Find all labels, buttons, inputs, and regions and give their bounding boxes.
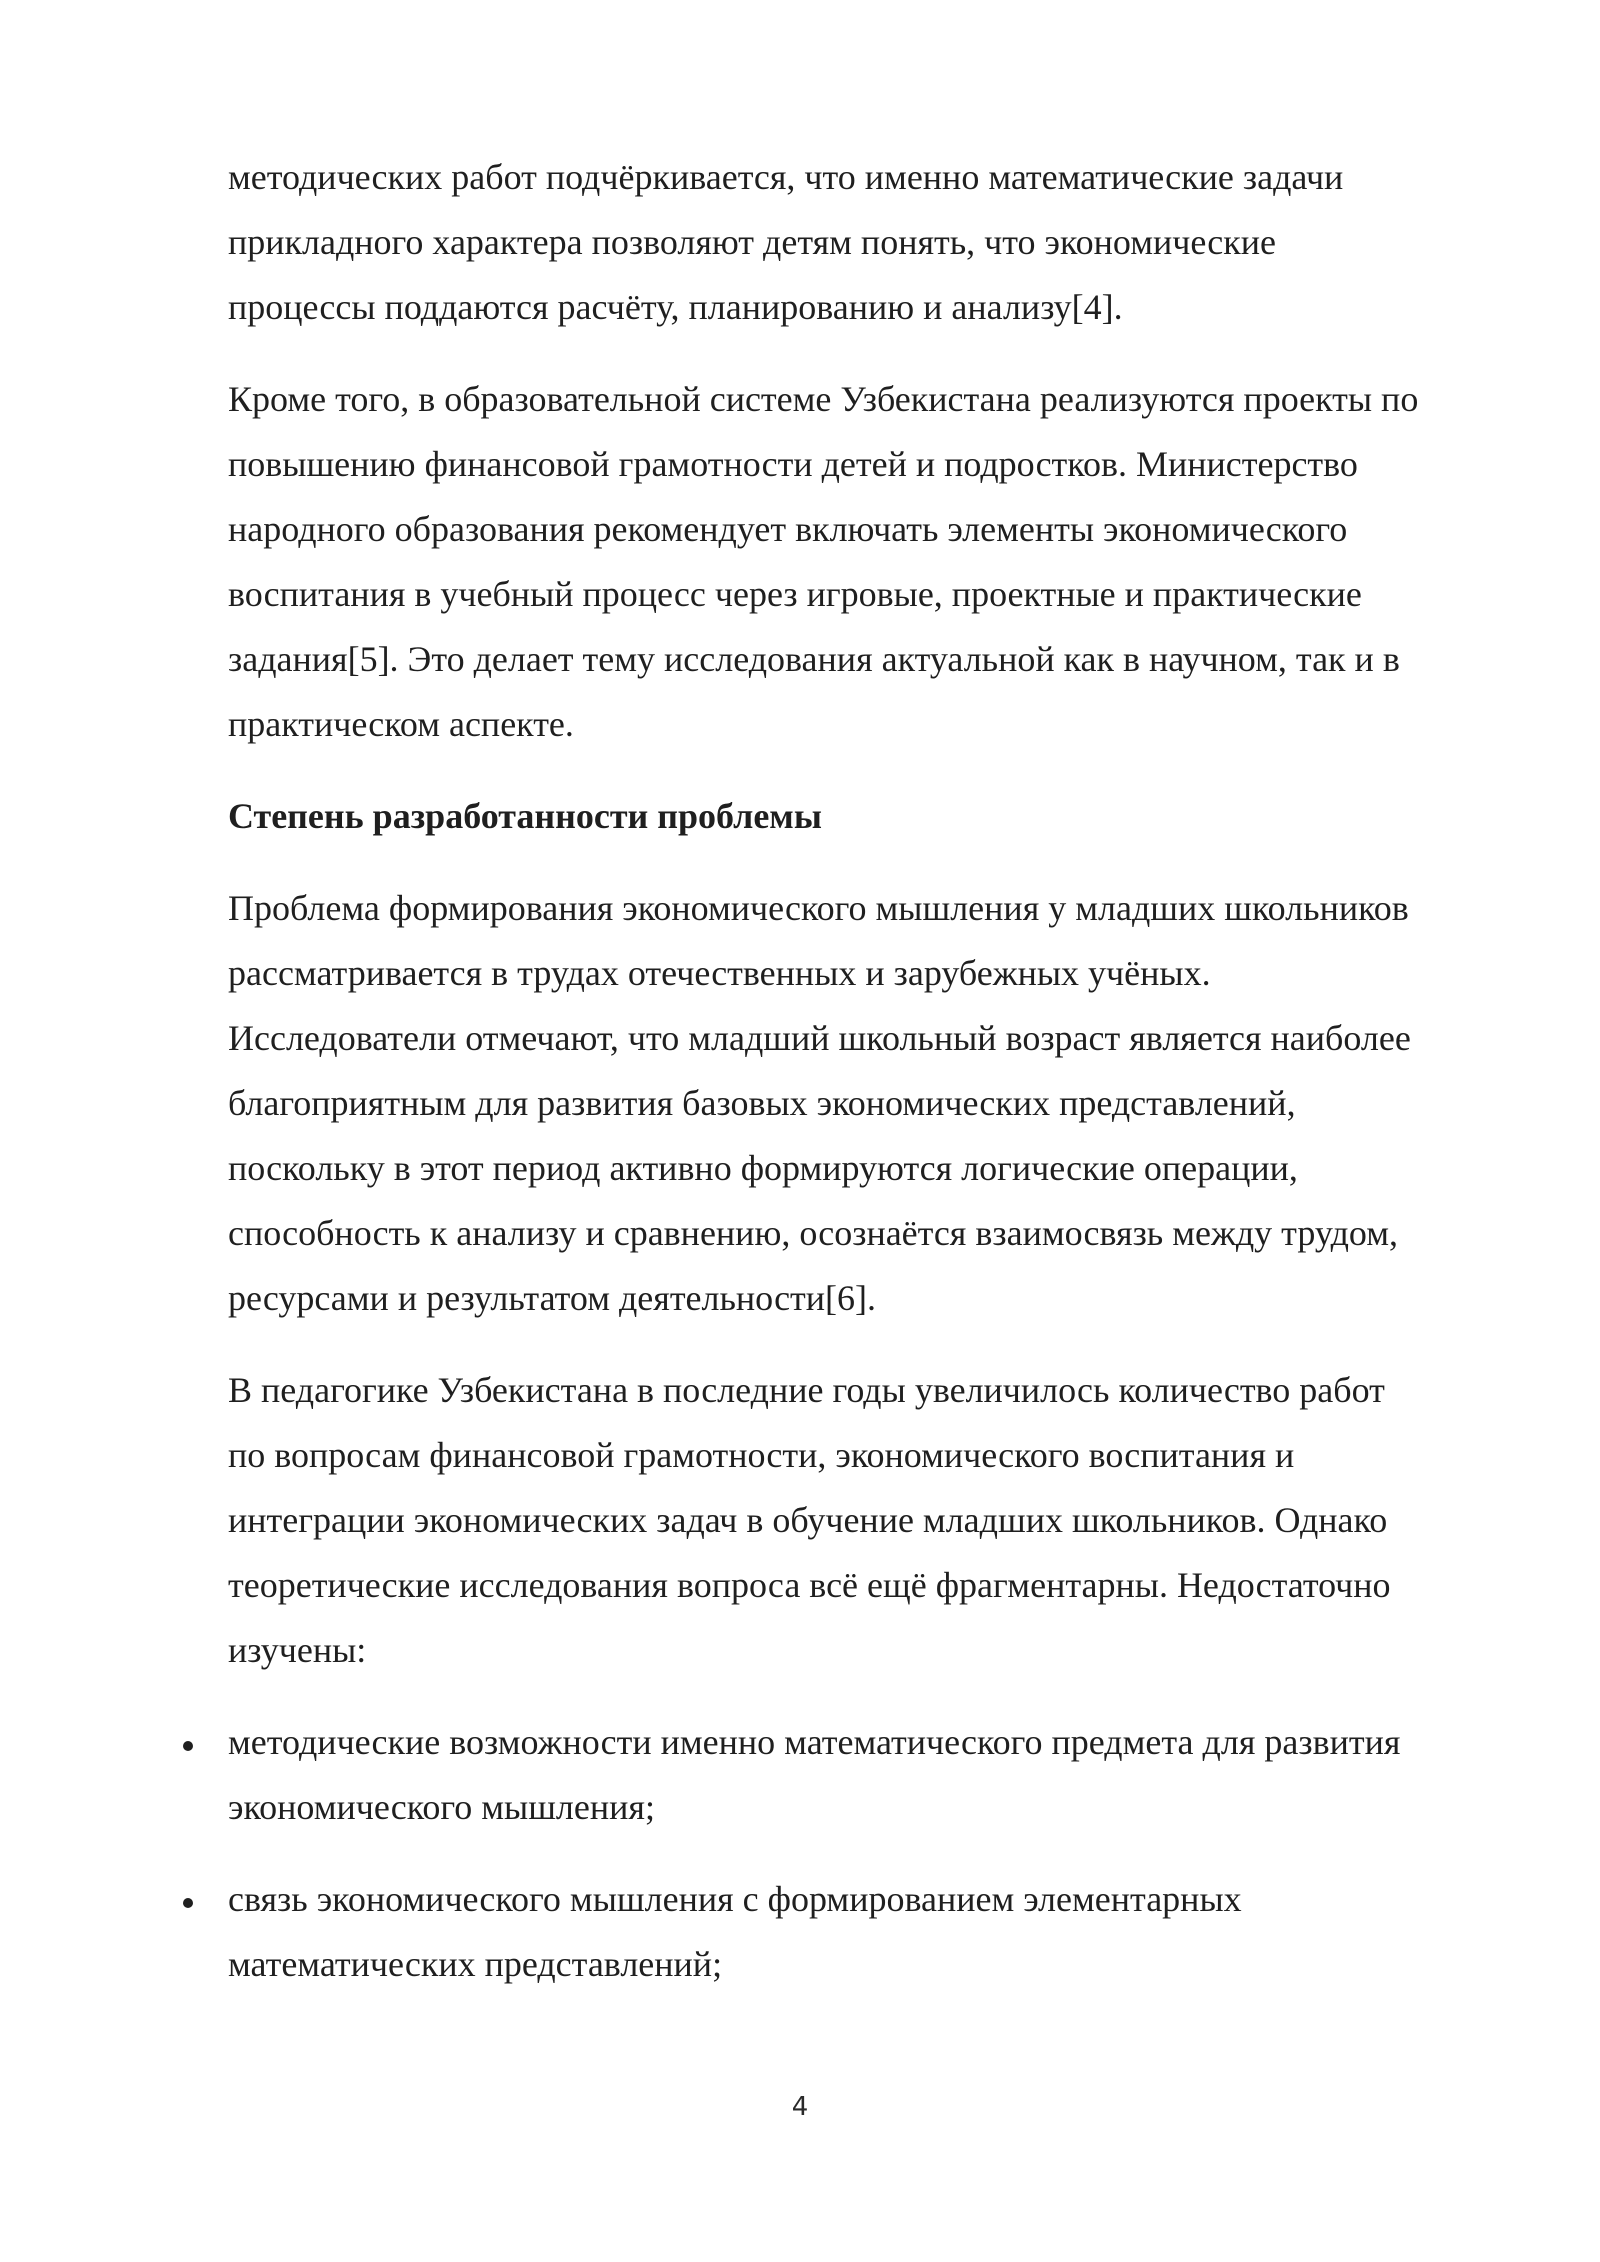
text-line: процессы поддаются расчёту, планированию и анализу[4]. [228,287,1123,327]
text-line: Кроме того, в образовательной системе Узбекистана реализуются проекты по [228,379,1419,419]
text-line: связь экономического мышления с формированием элементарных [228,1879,1242,1919]
paragraph [228,367,1488,757]
bullet-icon [178,1867,198,1932]
paragraph [228,876,1488,1331]
text-line: Исследователи отмечают, что младший школьный возраст является наиболее [228,1018,1411,1058]
text-line: по вопросам финансовой грамотности, экономического воспитания и [228,1435,1295,1475]
text-line: экономического мышления; [228,1787,655,1827]
text-line: В педагогике Узбекистана в последние годы увеличилось количество работ [228,1370,1385,1410]
text-line: способность к анализу и сравнению, осознаётся взаимосвязь между трудом, [228,1213,1398,1253]
text-line: методических работ подчёркивается, что именно математические задачи [228,157,1344,197]
text-line: изучены: [228,1630,367,1670]
text-line: интеграции экономических задач в обучение младших школьников. Однако [228,1500,1388,1540]
text-line: методические возможности именно математического предмета для развития [228,1722,1401,1762]
text-line: теоретические исследования вопроса всё ещё фрагментарны. Недостаточно [228,1565,1391,1605]
text-line: рассматривается в трудах отечественных и зарубежных учёных. [228,953,1211,993]
text-line: поскольку в этот период активно формируются логические операции, [228,1148,1298,1188]
text-line: математических представлений; [228,1944,723,1984]
text-line: Проблема формирования экономического мышления у младших школьников [228,888,1409,928]
text-line: прикладного характера позволяют детям понять, что экономические [228,222,1276,262]
paragraph [228,1358,1488,1683]
text-line: воспитания в учебный процесс через игровые, проектные и практические [228,574,1362,614]
text-line: народного образования рекомендует включать элементы экономического [228,509,1348,549]
page-content [228,145,1488,2024]
text-line: ресурсами и результатом деятельности[6]. [228,1278,877,1318]
bullet-list [228,1710,1488,1997]
text-line: задания[5]. Это делает тему исследования актуальной как в научном, так и в [228,639,1400,679]
paragraph [228,145,1488,340]
page-number: 4 [791,2092,809,2122]
text-line: благоприятным для развития базовых экономических представлений, [228,1083,1296,1123]
bullet-icon [178,1710,198,1775]
section-heading: Степень разработанности проблемы [228,796,822,836]
list-item [228,1867,1488,1997]
text-line: повышению финансовой грамотности детей и подростков. Министерство [228,444,1358,484]
text-line: практическом аспекте. [228,704,574,744]
list-item [228,1710,1488,1840]
